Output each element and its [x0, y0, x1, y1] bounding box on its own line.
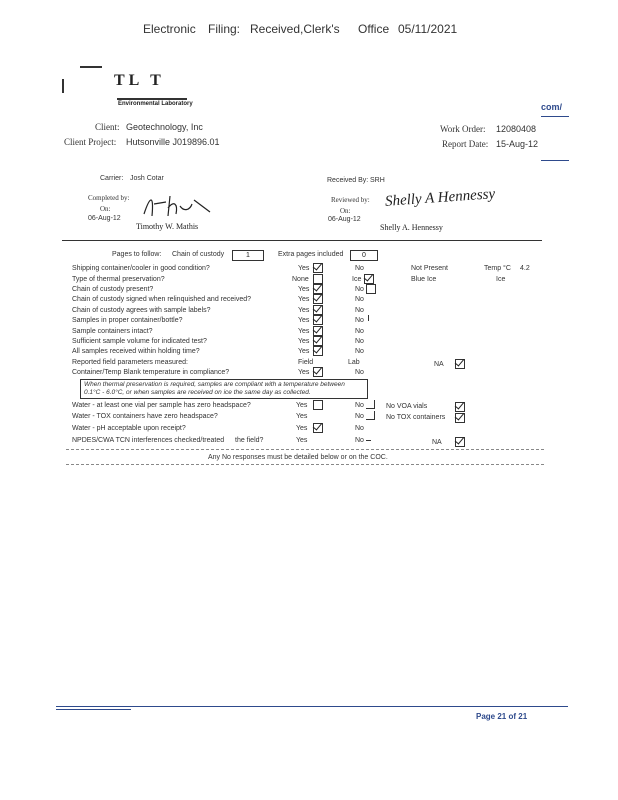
- checkbox-no-tox[interactable]: [455, 413, 465, 423]
- filing-date: 05/11/2021: [398, 22, 458, 36]
- opt-yes: Yes: [298, 296, 310, 303]
- temp-ice: Ice: [496, 276, 506, 283]
- client-label: Client:: [95, 122, 120, 132]
- check-label-coc-present: Chain of custody present?: [72, 286, 154, 293]
- opt-yes: Yes: [298, 338, 310, 345]
- reviewed-date: 06-Aug-12: [328, 216, 361, 223]
- completed-signature-icon: [140, 190, 215, 220]
- check-label-proper-container: Samples in proper container/bottle?: [72, 317, 183, 324]
- opt-na: NA: [432, 439, 442, 446]
- opt-yes: Yes: [298, 265, 310, 272]
- opt-yes: Yes: [298, 317, 310, 324]
- check-label-field-params: Reported field parameters measured:: [72, 359, 188, 366]
- received-by-label: Received By:: [327, 177, 369, 184]
- opt-na: NA: [434, 361, 444, 368]
- completed-by-name: Timothy W. Mathis: [136, 222, 199, 231]
- coc-pages-value: 1: [232, 250, 264, 261]
- carrier-value: Josh Cotar: [130, 175, 164, 182]
- report-date-value: 15-Aug-12: [496, 139, 539, 149]
- coc-pages-label: Chain of custody: [172, 251, 225, 258]
- checkbox-voa-no[interactable]: [366, 400, 375, 409]
- thermal-note-line1: When thermal preservation is required, samples are compliant with a temperature between: [84, 381, 345, 388]
- client-project-value: Hutsonville J019896.01: [126, 137, 220, 147]
- work-order-value: 12080408: [496, 124, 537, 134]
- opt-no: No: [355, 348, 364, 355]
- checkbox-npdes-na[interactable]: [455, 437, 465, 447]
- check-label-npdes-field: the field?: [235, 437, 264, 444]
- check-label-thermal: Type of thermal preservation?: [72, 276, 165, 283]
- opt-no-voa: No VOA vials: [386, 403, 428, 410]
- checkbox-coc-present-no[interactable]: [366, 284, 376, 294]
- temp-label: Temp °C: [484, 265, 511, 272]
- checkbox-ph-yes[interactable]: [313, 423, 323, 433]
- opt-no: No: [355, 307, 364, 314]
- checkbox-temp-blank-yes[interactable]: [313, 367, 323, 377]
- lab-name: Environmental Laboratory: [118, 101, 193, 107]
- lab-logo-text: TL T: [114, 72, 165, 89]
- opt-no: No: [355, 369, 364, 376]
- opt-none: None: [292, 276, 309, 283]
- opt-yes: Yes: [298, 348, 310, 355]
- check-label-npdes: NPDES/CWA TCN interferences checked/treated: [72, 437, 225, 444]
- check-label-shipping: Shipping container/cooler in good condition?: [72, 265, 210, 272]
- opt-yes: Yes: [298, 286, 310, 293]
- filing-word-electronic: Electronic: [143, 22, 196, 36]
- opt-no: No: [355, 413, 364, 420]
- opt-yes: Yes: [298, 307, 310, 314]
- opt-no: No: [355, 265, 364, 272]
- footer-note: Any No responses must be detailed below or on the COC.: [208, 454, 388, 461]
- completed-by-label: Completed by:: [88, 194, 130, 202]
- opt-yes: Yes: [296, 425, 308, 432]
- opt-yes: Yes: [298, 328, 310, 335]
- opt-yes: Yes: [296, 413, 308, 420]
- filing-word-received: Received,Clerk's: [250, 22, 340, 36]
- check-label-tox: Water - TOX containers have zero headspace?: [72, 413, 218, 420]
- opt-no: No: [355, 402, 364, 409]
- opt-no: No: [355, 437, 364, 444]
- check-label-temp-blank: Container/Temp Blank temperature in compliance?: [72, 369, 230, 376]
- thermal-note-line2: 0.1°C - 6.0°C, or when samples are received on ice the same day as collected.: [84, 389, 311, 396]
- opt-not-present: Not Present: [411, 265, 448, 272]
- check-label-coc-signed: Chain of custody signed when relinquished and received?: [72, 296, 252, 303]
- report-date-label: Report Date:: [442, 139, 489, 149]
- page-number: Page 21 of 21: [476, 712, 528, 721]
- opt-yes: Yes: [296, 437, 308, 444]
- filing-word-filing: Filing:: [208, 22, 241, 36]
- carrier-label: Carrier:: [100, 175, 124, 182]
- check-label-ph: Water - pH acceptable upon receipt?: [72, 425, 186, 432]
- checkbox-voa-yes[interactable]: [313, 400, 323, 410]
- url-fragment: com/: [541, 102, 563, 112]
- client-value: Geotechnology, Inc: [126, 122, 203, 132]
- check-label-volume: Sufficient sample volume for indicated test?: [72, 338, 207, 345]
- extra-pages-value: 0: [350, 250, 378, 261]
- reviewed-signature: Shelly A Hennessy: [384, 186, 496, 210]
- check-label-holding: All samples received within holding time?: [72, 348, 200, 355]
- reviewed-by-label: Reviewed by:: [331, 196, 370, 204]
- lab-logo: [62, 64, 202, 112]
- opt-no: No: [355, 317, 364, 324]
- checkbox-thermal-ice[interactable]: [364, 274, 374, 284]
- opt-yes: Yes: [298, 369, 310, 376]
- filing-word-office: Office: [358, 22, 390, 36]
- opt-blue-ice: Blue Ice: [411, 276, 437, 283]
- check-label-intact: Sample containers intact?: [72, 328, 153, 335]
- client-project-label: Client Project:: [64, 137, 117, 147]
- opt-no: No: [355, 296, 364, 303]
- check-label-coc-agrees: Chain of custody agrees with sample labels?: [72, 307, 211, 314]
- checkbox-holding-yes[interactable]: [313, 346, 323, 356]
- reviewed-by-name: Shelly A. Hennessy: [380, 223, 443, 232]
- work-order-label: Work Order:: [440, 124, 486, 134]
- check-label-voa: Water - at least one vial per sample has zero headspace?: [72, 402, 251, 409]
- opt-field: Field: [298, 359, 314, 366]
- checkbox-shipping-yes[interactable]: [313, 263, 323, 273]
- pages-follow-label: Pages to follow:: [112, 251, 162, 258]
- opt-yes: Yes: [296, 402, 308, 409]
- checkbox-field-params-na[interactable]: [455, 359, 465, 369]
- extra-pages-label: Extra pages included: [278, 251, 344, 258]
- checkbox-tox-no[interactable]: [366, 411, 375, 420]
- temp-value: 4.2: [520, 265, 530, 272]
- completed-on-label: On:: [100, 205, 111, 213]
- thermal-note: [80, 379, 368, 399]
- opt-ice: Ice: [352, 276, 362, 283]
- opt-no: No: [355, 328, 364, 335]
- reviewed-on-label: On:: [340, 207, 351, 215]
- opt-no-tox: No TOX containers: [386, 414, 446, 421]
- opt-no: No: [355, 338, 364, 345]
- opt-no: No: [355, 286, 364, 293]
- checkbox-proper-container-no[interactable]: [368, 315, 374, 321]
- received-by-value: SRH: [370, 177, 385, 184]
- checkbox-npdes-no[interactable]: [366, 434, 371, 441]
- opt-no: No: [355, 425, 364, 432]
- opt-lab: Lab: [348, 359, 360, 366]
- completed-date: 06-Aug-12: [88, 215, 121, 222]
